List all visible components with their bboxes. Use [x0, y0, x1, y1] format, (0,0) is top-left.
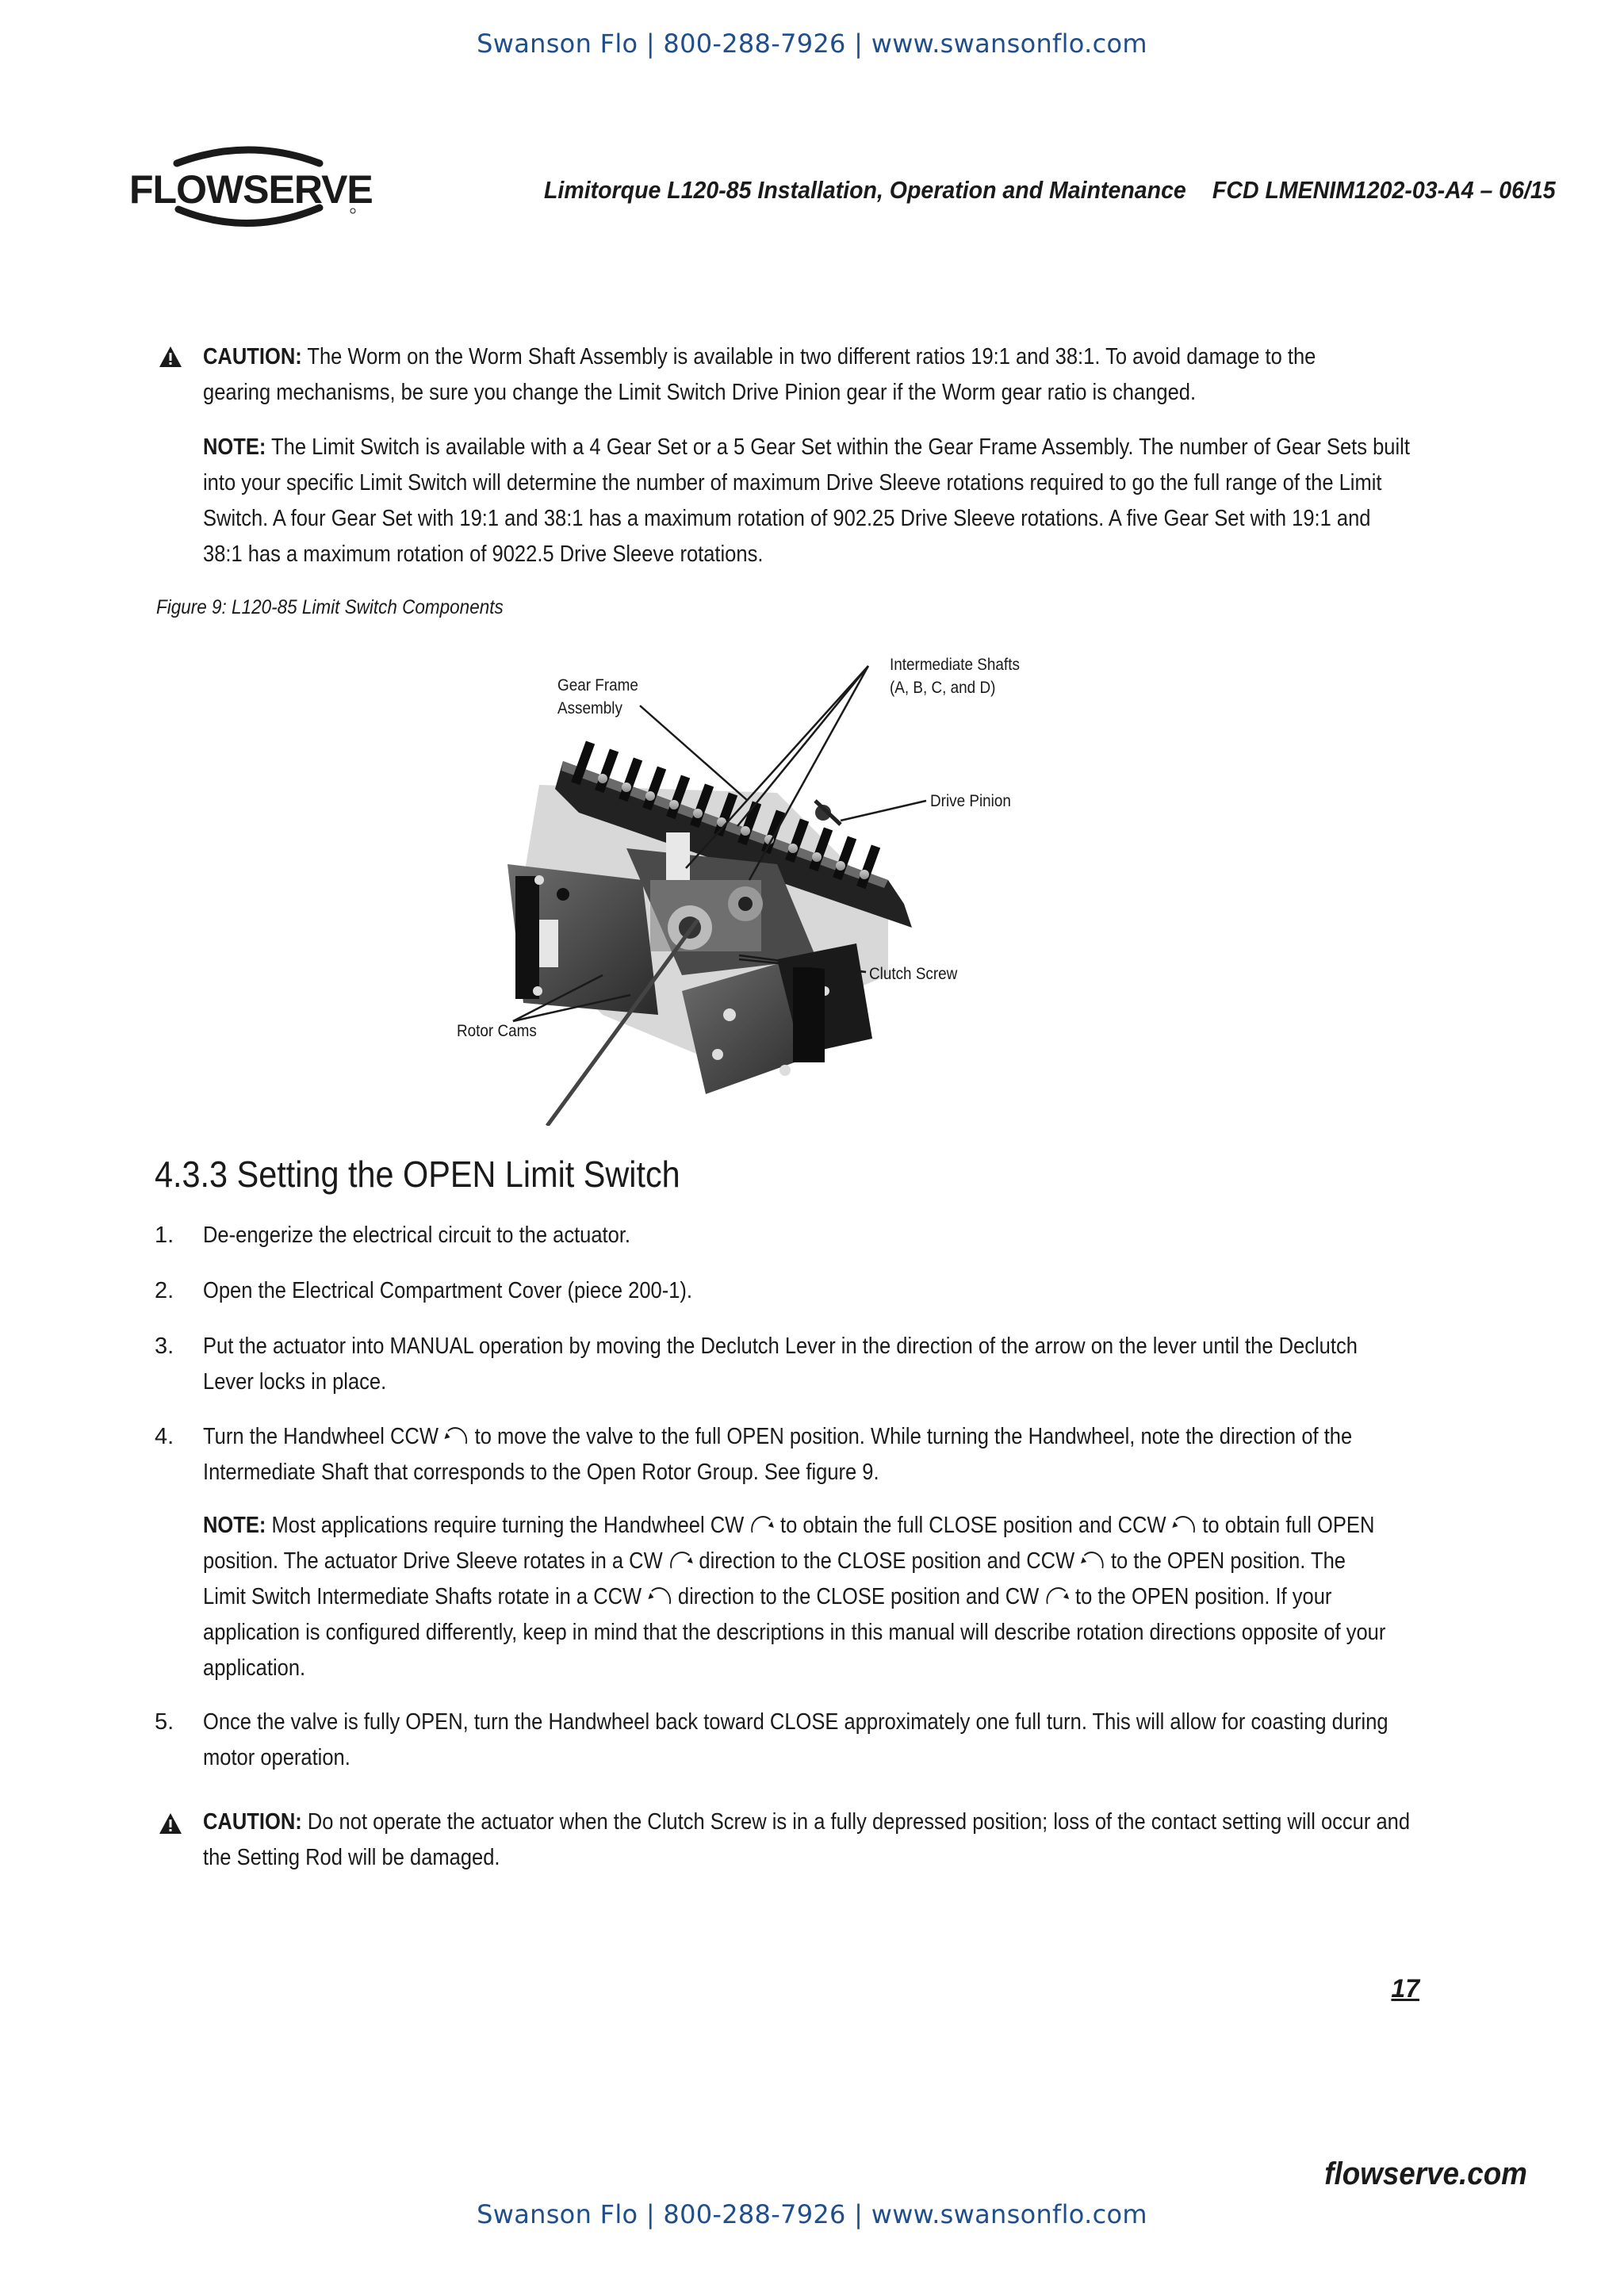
limit-switch-figure [444, 642, 1047, 1126]
note-text: The Limit Switch is available with a 4 Gear Set or a 5 Gear Set within the Gear Frame Assembly. The number of Gear Sets built [271, 434, 1410, 460]
section-heading: 4.3.3 Setting the OPEN Limit Switch [155, 1154, 680, 1195]
note-label: NOTE: [203, 434, 266, 460]
callout-text: Gear Frame [557, 676, 638, 695]
step-number: 3. [155, 1334, 174, 1359]
step-2 [203, 1273, 1599, 1309]
caution-text: The Worm on the Worm Shaft Assembly is available in two different ratios 19:1 and 38:1. To avoid damage to the [307, 344, 1316, 369]
step-4 [203, 1419, 1599, 1490]
logo-wordmark: FLOWSERVE [129, 167, 373, 212]
warning-triangle-icon [159, 1812, 182, 1835]
caution-block-1 [203, 339, 1584, 411]
step-number: 4. [155, 1424, 174, 1449]
note-block-1 [203, 430, 1599, 572]
step-text: to move the valve to the full OPEN position. While turning the Handwheel, note the direction of the [474, 1424, 1353, 1449]
counterclockwise-arrow-icon [442, 1420, 470, 1447]
document-code: FCD LMENIM1202-03-A4 – 06/15 [1212, 176, 1556, 204]
callout-intermediate-shafts [890, 653, 1020, 699]
step-text: Open the Electrical Compartment Cover (piece 200-1). [203, 1278, 693, 1303]
counterclockwise-arrow-icon [1170, 1509, 1198, 1536]
swanson-banner-bottom: Swanson Flo | 800-288-7926 | www.swansonflo.com [477, 2199, 1147, 2229]
note-block-2 [203, 1508, 1606, 1686]
note-text: direction to the CLOSE position and CCW [699, 1548, 1075, 1574]
caution-text: Do not operate the actuator when the Clutch Screw is in a fully depressed position; loss of the contact setting will occur and [307, 1809, 1411, 1835]
note-text: Limit Switch Intermediate Shafts rotate in a CCW [203, 1584, 642, 1609]
step-number: 2. [155, 1278, 174, 1303]
note-text: application. [203, 1655, 306, 1681]
warning-triangle-icon [159, 346, 182, 368]
document-header [544, 176, 1556, 205]
note-text: 38:1 has a maximum rotation of 9022.5 Drive Sleeve rotations. [203, 541, 764, 567]
page-number: 17 [1391, 1974, 1419, 2003]
caution-label: CAUTION: [203, 344, 302, 369]
step-text: Lever locks in place. [203, 1369, 387, 1395]
callout-clutch-screw: Clutch Screw [869, 965, 958, 983]
caution-block-2 [203, 1804, 1599, 1876]
step-1 [203, 1218, 1599, 1253]
counterclockwise-arrow-icon [1078, 1544, 1106, 1571]
callout-text: Assembly [557, 699, 622, 718]
footer-website: flowserve.com [1324, 2156, 1527, 2191]
step-text: Turn the Handwheel CCW [203, 1424, 439, 1449]
step-text: Put the actuator into MANUAL operation by moving the Declutch Lever in the direction of the arrow on the lever until the Declutch [203, 1334, 1358, 1359]
clockwise-arrow-icon [1044, 1580, 1071, 1607]
step-text: Once the valve is fully OPEN, turn the Handwheel back toward CLOSE approximately one full turn. This will allow for coasting during [203, 1709, 1388, 1735]
callout-gear-frame [557, 674, 638, 720]
step-3 [203, 1329, 1599, 1400]
flowserve-logo [129, 141, 373, 236]
callout-text: Intermediate Shafts [890, 656, 1020, 674]
note-text: Most applications require turning the Handwheel CW [271, 1513, 745, 1538]
caution-label: CAUTION: [203, 1809, 302, 1835]
note-text: to the OPEN position. The [1110, 1548, 1346, 1574]
note-text: to the OPEN position. If your [1075, 1584, 1332, 1609]
callout-text: (A, B, C, and D) [890, 679, 996, 697]
note-text: to obtain the full CLOSE position and CCW [780, 1513, 1166, 1538]
step-text: De-engerize the electrical circuit to the actuator. [203, 1223, 631, 1248]
note-text: Switch. A four Gear Set with 19:1 and 38:1 has a maximum rotation of 902.25 Drive Sleeve rotations. A five Gear Set with 19:1 and [203, 506, 1371, 531]
manual-title: Limitorque L120-85 Installation, Operation and Maintenance [544, 176, 1186, 204]
callout-rotor-cams: Rotor Cams [457, 1022, 537, 1040]
step-text: motor operation. [203, 1745, 350, 1770]
note-label: NOTE: [203, 1513, 266, 1538]
note-text: to obtain full OPEN [1202, 1513, 1375, 1538]
step-text: Intermediate Shaft that corresponds to the Open Rotor Group. See figure 9. [203, 1460, 879, 1485]
step-5 [203, 1705, 1599, 1776]
note-text: direction to the CLOSE position and CW [677, 1584, 1040, 1609]
note-text: into your specific Limit Switch will determine the number of maximum Drive Sleeve rotations required to go the full range of the Limit [203, 470, 1382, 496]
caution-text: the Setting Rod will be damaged. [203, 1845, 500, 1870]
counterclockwise-arrow-icon [645, 1580, 673, 1607]
callout-drive-pinion: Drive Pinion [930, 792, 1011, 810]
clockwise-arrow-icon [667, 1544, 695, 1571]
figure-caption: Figure 9: L120-85 Limit Switch Components [156, 596, 504, 618]
caution-text: gearing mechanisms, be sure you change the Limit Switch Drive Pinion gear if the Worm gear ratio is changed. [203, 380, 1197, 405]
clockwise-arrow-icon [749, 1509, 776, 1536]
note-text: application is configured differently, keep in mind that the descriptions in this manual will describe rotation directions opposite of your [203, 1620, 1386, 1645]
step-number: 5. [155, 1709, 174, 1735]
limit-switch-photo [444, 642, 1047, 1126]
swanson-banner-top: Swanson Flo | 800-288-7926 | www.swansonflo.com [477, 29, 1147, 59]
note-text: position. The actuator Drive Sleeve rotates in a CW [203, 1548, 663, 1574]
step-number: 1. [155, 1223, 174, 1248]
